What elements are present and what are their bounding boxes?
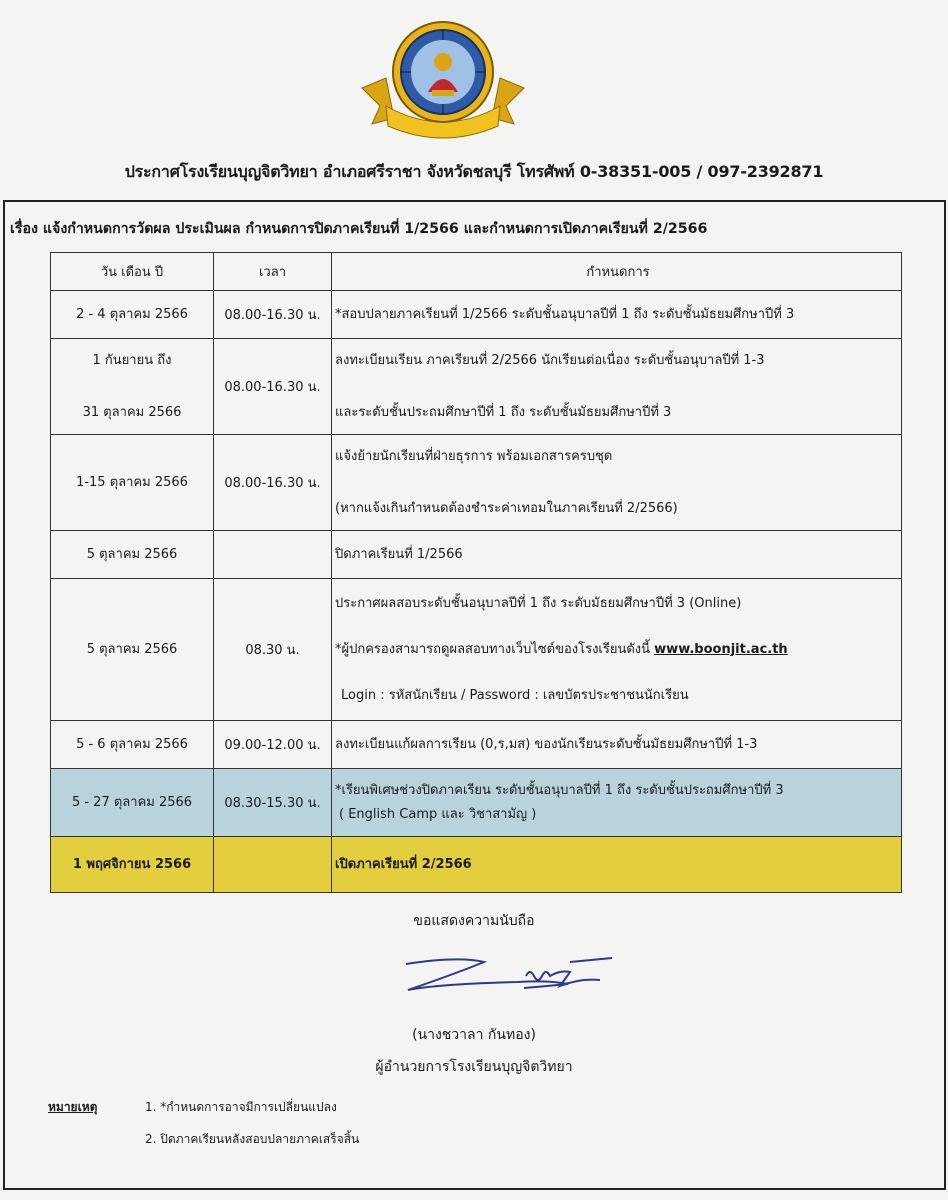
row-date: 1-15 ตุลาคม 2566 — [51, 435, 214, 531]
announcement-header: ประกาศโรงเรียนบุญจิตวิทยา อำเภอศรีราชา จังหวัดชลบุรี โทรศัพท์ 0-38351-005 / 097-2392871 — [124, 162, 824, 181]
row-time: 08.00-16.30 น. — [214, 339, 332, 435]
note-item: 2. ปิดภาคเรียนหลังสอบปลายภาคเสร็จสิ้น — [145, 1132, 360, 1146]
table-row — [51, 291, 902, 339]
notes-label: หมายเหตุ — [48, 1100, 98, 1114]
row-date: 5 - 27 ตุลาคม 2566 — [51, 769, 214, 837]
row-item: ปิดภาคเรียนที่ 1/2566 — [332, 531, 902, 579]
header-time: เวลา — [214, 253, 332, 291]
table-row — [51, 339, 902, 435]
row-date: 1 พฤศจิกายน 2566 — [51, 837, 214, 893]
closing-regards: ขอแสดงความนับถือ — [413, 913, 535, 929]
row-item: *สอบปลายภาคเรียนที่ 1/2566 ระดับชั้นอนุบาลปีที่ 1 ถึง ระดับชั้นมัธยมศึกษาปีที่ 3 — [332, 291, 902, 339]
table-row — [51, 579, 902, 721]
table-row — [51, 531, 902, 579]
row-time: 09.00-12.00 น. — [214, 721, 332, 769]
row-time: 08.30 น. — [214, 579, 332, 721]
school-website-link[interactable]: www.boonjit.ac.th — [654, 641, 788, 657]
row-item: ประกาศผลสอบระดับชั้นอนุบาลปีที่ 1 ถึง ระดับมัธยมศึกษาปีที่ 3 (Online) *ผู้ปกครองสามารถดูผลสอบทางเว็บไซต์ของโรงเรียนดังนี้ www.boonjit.ac.th Login : รหัสนักเรียน / Password : เลขบัตรประชาชนนักเรียน — [332, 579, 902, 721]
table-header-row — [51, 253, 902, 291]
table-row — [51, 721, 902, 769]
row-date: 5 ตุลาคม 2566 — [51, 531, 214, 579]
row-item: แจ้งย้ายนักเรียนที่ฝ่ายธุรการ พร้อมเอกสารครบชุด (หากแจ้งเกินกำหนดต้องชำระค่าเทอมในภาคเรียนที่ 2/2566) — [332, 435, 902, 531]
schedule-table — [50, 252, 902, 893]
subject-line: เรื่อง แจ้งกำหนดการวัดผล ประเมินผล กำหนดการปิดภาคเรียนที่ 1/2566 และกำหนดการเปิดภาคเรียนที่ 2/2566 — [10, 221, 708, 237]
row-time — [214, 837, 332, 893]
header-date: วัน เดือน ปี — [51, 253, 214, 291]
row-date: 5 - 6 ตุลาคม 2566 — [51, 721, 214, 769]
header-item: กำหนดการ — [332, 253, 902, 291]
table-row — [51, 435, 902, 531]
row-time: 08.00-16.30 น. — [214, 435, 332, 531]
row-item: *เรียนพิเศษช่วงปิดภาคเรียน ระดับชั้นอนุบาลปีที่ 1 ถึง ระดับชั้นประถมศึกษาปีที่ 3 ( English Camp และ วิชาสามัญ ) — [332, 769, 902, 837]
row-date: 1 กันยายน ถึง 31 ตุลาคม 2566 — [51, 339, 214, 435]
row-date: 5 ตุลาคม 2566 — [51, 579, 214, 721]
table-row — [51, 769, 902, 837]
signer-name: (นางชวาลา กันทอง) — [412, 1027, 536, 1043]
row-time: 08.30-15.30 น. — [214, 769, 332, 837]
row-item: ลงทะเบียนเรียน ภาคเรียนที่ 2/2566 นักเรียนต่อเนื่อง ระดับชั้นอนุบาลปีที่ 1-3 และระดับชั้นประถมศึกษาปีที่ 1 ถึง ระดับชั้นมัธยมศึกษาปีที่ 3 — [332, 339, 902, 435]
row-time — [214, 531, 332, 579]
signature-icon — [398, 950, 618, 1000]
signer-title: ผู้อำนวยการโรงเรียนบุญจิตวิทยา — [375, 1059, 573, 1075]
table-row — [51, 837, 902, 893]
row-item: ลงทะเบียนแก้ผลการเรียน (0,ร,มส) ของนักเรียนระดับชั้นมัธยมศึกษาปีที่ 1-3 — [332, 721, 902, 769]
row-item: เปิดภาคเรียนที่ 2/2566 — [332, 837, 902, 893]
note-item: 1. *กำหนดการอาจมีการเปลี่ยนแปลง — [145, 1100, 337, 1114]
row-time: 08.00-16.30 น. — [214, 291, 332, 339]
school-crest-icon — [358, 14, 528, 142]
row-date: 2 - 4 ตุลาคม 2566 — [51, 291, 214, 339]
